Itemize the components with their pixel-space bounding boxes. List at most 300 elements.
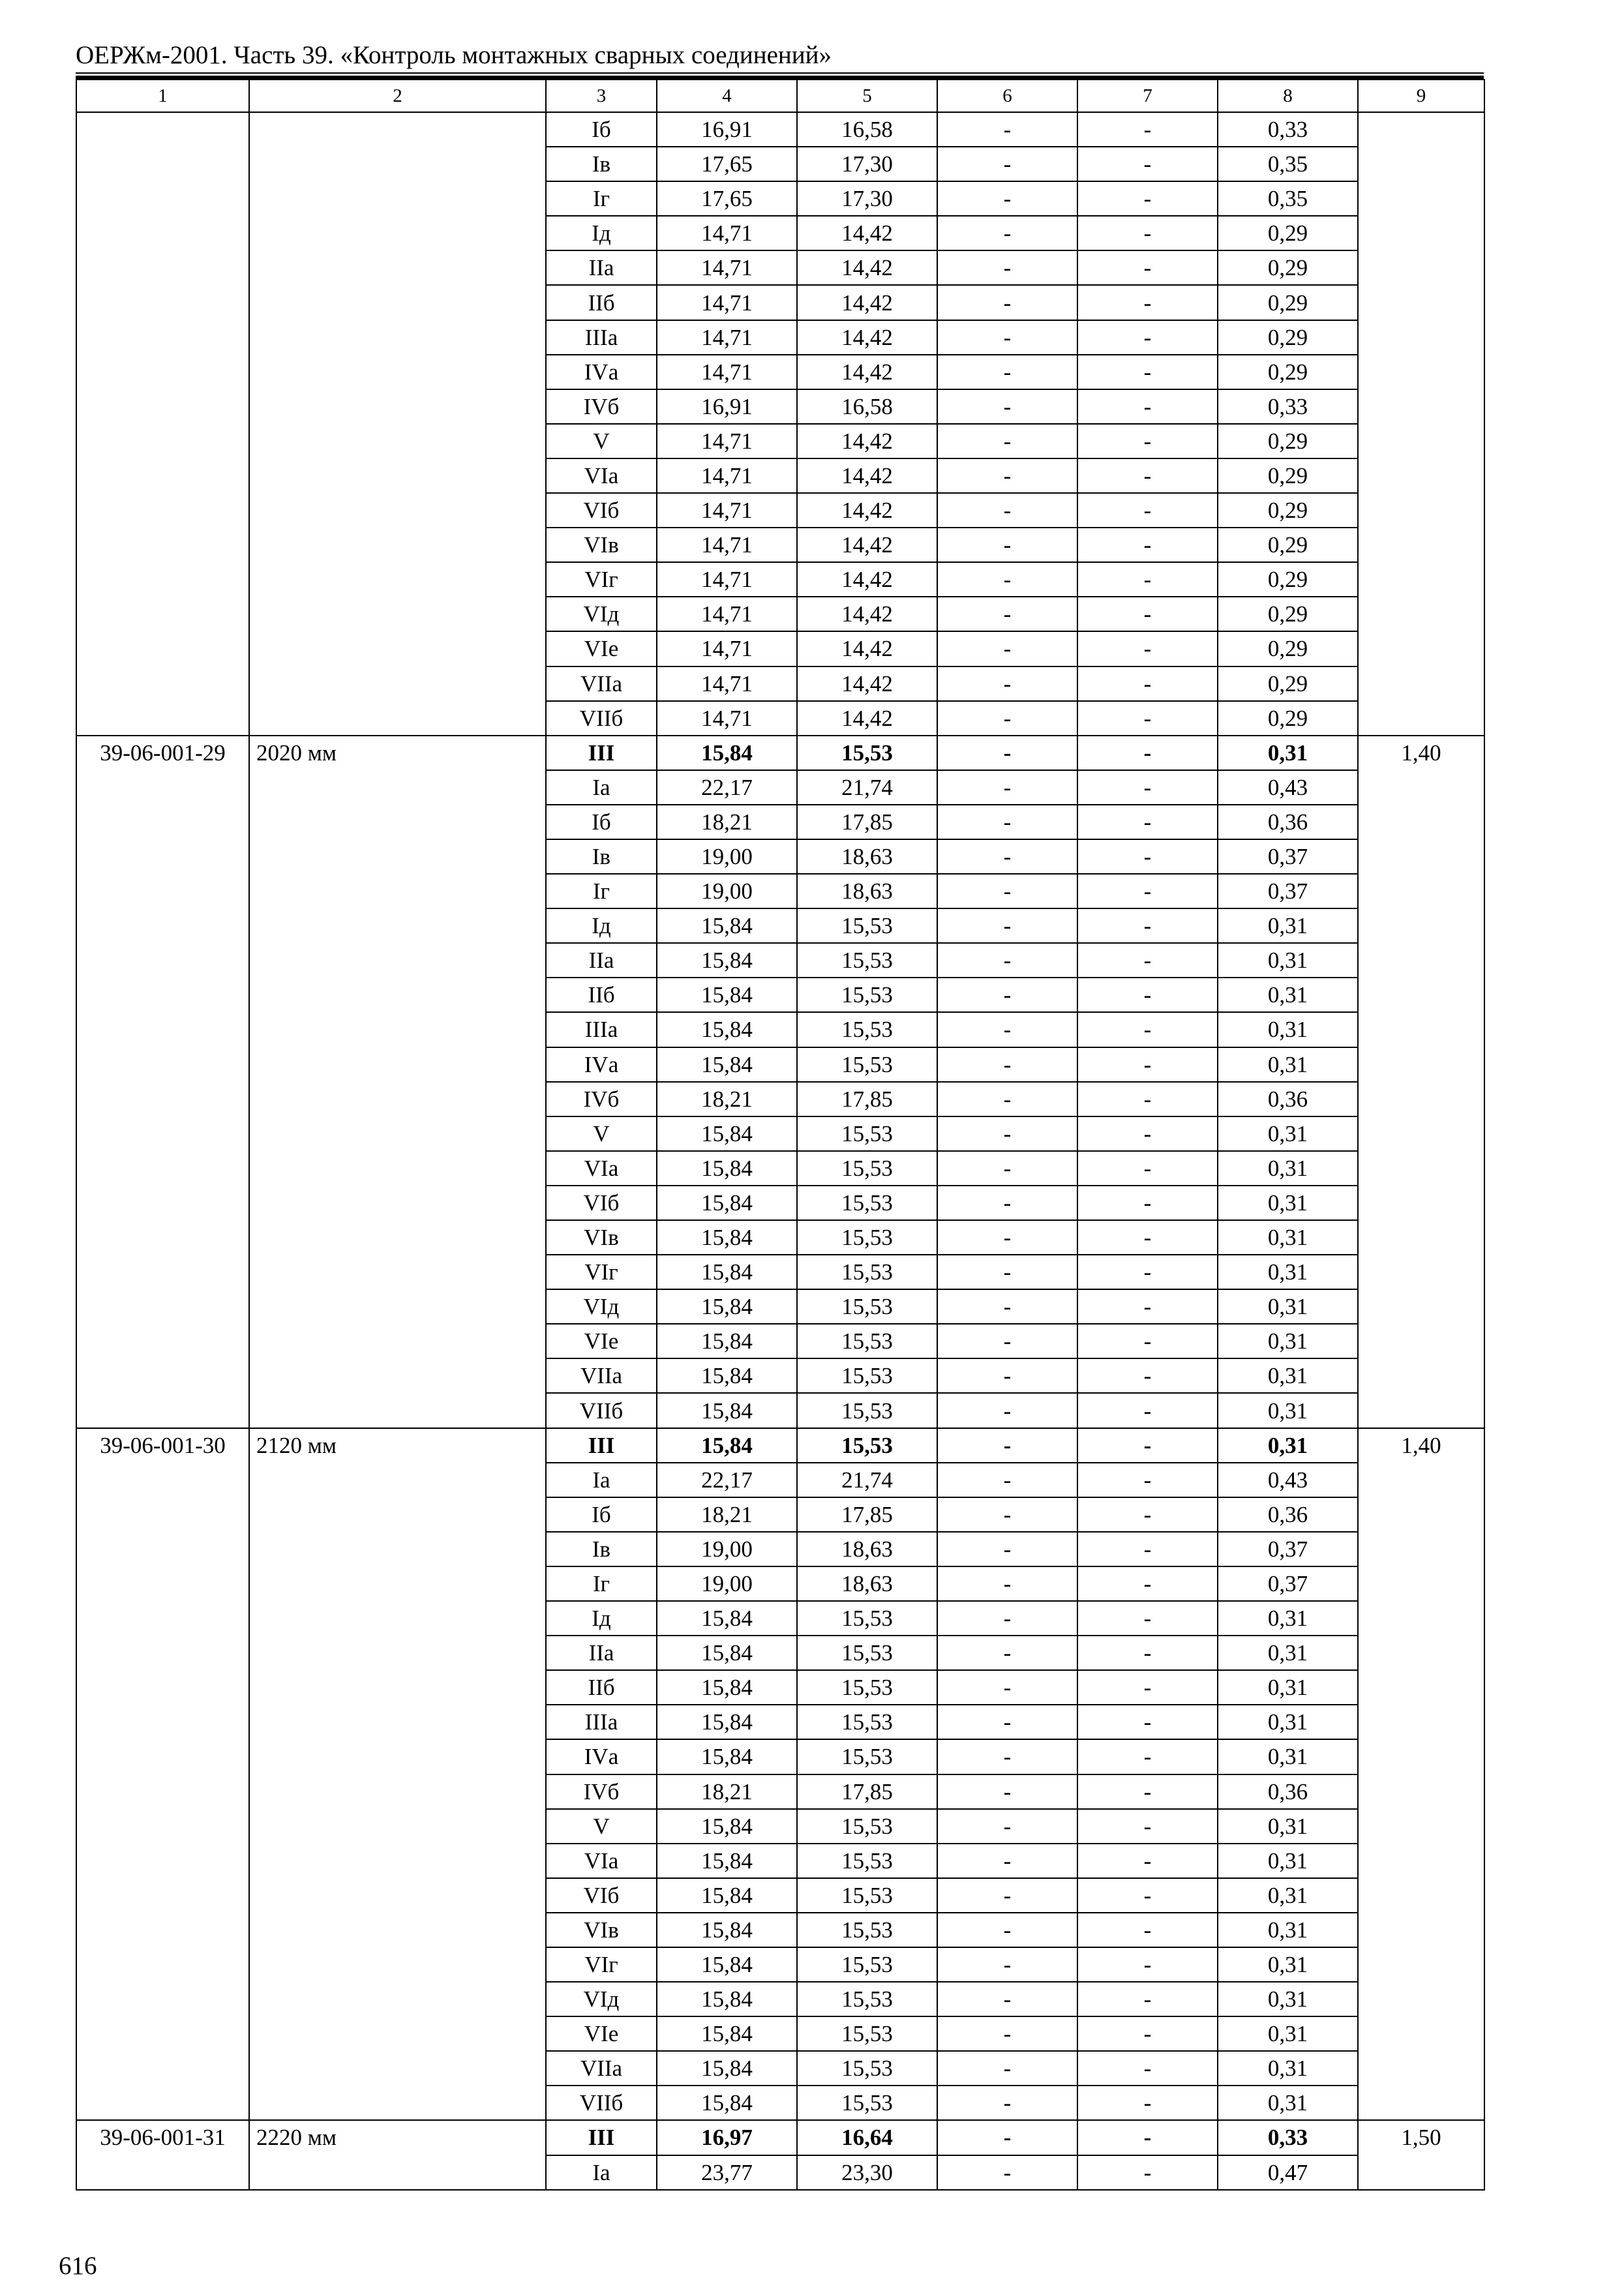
index-cell: VIв — [546, 1913, 657, 1947]
col6-cell: - — [937, 424, 1077, 458]
col4-cell: 15,84 — [657, 1844, 797, 1878]
index-cell: VIв — [546, 1220, 657, 1255]
col6-cell: - — [937, 528, 1077, 562]
index-cell: Iв — [546, 839, 657, 874]
col8-cell: 0,29 — [1218, 562, 1358, 597]
col7-cell: - — [1077, 285, 1218, 320]
col8-cell: 0,31 — [1218, 1739, 1358, 1774]
col8-cell: 0,29 — [1218, 424, 1358, 458]
col9-cell: 1,50 — [1358, 2120, 1484, 2189]
index-cell: VIIа — [546, 1358, 657, 1393]
col4-cell: 14,71 — [657, 320, 797, 355]
col5-cell: 17,85 — [797, 1497, 937, 1532]
col8-cell: 0,29 — [1218, 631, 1358, 666]
page-header: ОЕРЖм-2001. Часть 39. «Контроль монтажных сварных соединений» — [76, 41, 832, 69]
col7-cell: - — [1077, 250, 1218, 285]
col4-cell: 15,84 — [657, 2086, 797, 2120]
col6-cell: - — [937, 908, 1077, 943]
col5-cell: 15,53 — [797, 1982, 937, 2016]
index-cell: IIа — [546, 943, 657, 978]
col6-cell: - — [937, 2086, 1077, 2120]
col8-cell: 0,29 — [1218, 701, 1358, 736]
col5-cell: 14,42 — [797, 528, 937, 562]
col8-cell: 0,37 — [1218, 839, 1358, 874]
col8-cell: 0,43 — [1218, 1463, 1358, 1497]
col5-cell: 15,53 — [797, 1116, 937, 1151]
col5-cell: 15,53 — [797, 1047, 937, 1082]
col7-cell: - — [1077, 1393, 1218, 1428]
col7-cell: - — [1077, 1705, 1218, 1739]
col6-cell: - — [937, 1809, 1077, 1844]
col8-cell: 0,37 — [1218, 1566, 1358, 1601]
col5-cell: 14,42 — [797, 320, 937, 355]
col4-cell: 19,00 — [657, 874, 797, 908]
index-cell: III — [546, 736, 657, 770]
col7-cell: - — [1077, 458, 1218, 493]
col5-cell: 15,53 — [797, 908, 937, 943]
col8-cell: 0,33 — [1218, 2120, 1358, 2155]
col7-cell: - — [1077, 320, 1218, 355]
col6-cell: - — [937, 1739, 1077, 1774]
col8-cell: 0,31 — [1218, 1047, 1358, 1082]
col6-cell: - — [937, 2016, 1077, 2051]
col8-cell: 0,37 — [1218, 1532, 1358, 1566]
index-cell: IIа — [546, 250, 657, 285]
col5-cell: 15,53 — [797, 1947, 937, 1982]
col7-cell: - — [1077, 2086, 1218, 2120]
col6-cell: - — [937, 112, 1077, 147]
col8-cell: 0,31 — [1218, 1255, 1358, 1289]
col7-cell: - — [1077, 1358, 1218, 1393]
col5-cell: 17,30 — [797, 147, 937, 181]
col6-cell: - — [937, 147, 1077, 181]
col7-cell: - — [1077, 978, 1218, 1012]
col5-cell: 15,53 — [797, 1739, 937, 1774]
col4-cell: 19,00 — [657, 1566, 797, 1601]
index-cell: Iг — [546, 874, 657, 908]
col6-cell: - — [937, 2051, 1077, 2086]
col7-cell: - — [1077, 943, 1218, 978]
col7-cell: - — [1077, 1186, 1218, 1220]
rates-table — [76, 79, 1485, 2191]
col7-cell: - — [1077, 181, 1218, 216]
col4-cell: 15,84 — [657, 1739, 797, 1774]
col8-cell: 0,29 — [1218, 493, 1358, 528]
col6-cell: - — [937, 597, 1077, 631]
col6-cell: - — [937, 1428, 1077, 1463]
index-cell: VIг — [546, 1947, 657, 1982]
col8-cell: 0,43 — [1218, 770, 1358, 805]
col7-cell: - — [1077, 2051, 1218, 2086]
col7-cell: - — [1077, 597, 1218, 631]
col8-cell: 0,33 — [1218, 112, 1358, 147]
table-body — [76, 80, 1484, 2190]
col7-cell: - — [1077, 2155, 1218, 2190]
col4-cell: 23,77 — [657, 2155, 797, 2190]
col4-cell: 15,84 — [657, 1255, 797, 1289]
col8-cell: 0,29 — [1218, 528, 1358, 562]
col7-cell: - — [1077, 1844, 1218, 1878]
col7-cell: - — [1077, 805, 1218, 839]
name-cell: 2020 мм — [249, 736, 546, 1428]
col4-cell: 15,84 — [657, 1220, 797, 1255]
col8-cell: 0,31 — [1218, 1151, 1358, 1186]
col8-cell: 0,31 — [1218, 1289, 1358, 1324]
col5-cell: 15,53 — [797, 1705, 937, 1739]
col4-cell: 15,84 — [657, 1636, 797, 1670]
col7-cell: - — [1077, 1047, 1218, 1082]
col5-cell: 14,42 — [797, 458, 937, 493]
index-cell: VIе — [546, 2016, 657, 2051]
col5-cell: 15,53 — [797, 1393, 937, 1428]
col6-cell: - — [937, 1601, 1077, 1636]
col5-cell: 14,42 — [797, 666, 937, 701]
col4-cell: 17,65 — [657, 147, 797, 181]
col8-cell: 0,31 — [1218, 1428, 1358, 1463]
col7-cell: - — [1077, 1324, 1218, 1358]
col9-cell: 1,40 — [1358, 736, 1484, 1428]
col7-cell: - — [1077, 908, 1218, 943]
col6-cell: - — [937, 1012, 1077, 1047]
col6-cell: - — [937, 1393, 1077, 1428]
col7-cell: - — [1077, 874, 1218, 908]
index-cell: VIд — [546, 1982, 657, 2016]
col6-cell: - — [937, 1878, 1077, 1913]
col6-cell: - — [937, 389, 1077, 424]
col8-cell: 0,31 — [1218, 943, 1358, 978]
col6-cell: - — [937, 1186, 1077, 1220]
col4-cell: 15,84 — [657, 1913, 797, 1947]
col7-cell: - — [1077, 770, 1218, 805]
col6-cell: - — [937, 874, 1077, 908]
col5-cell: 17,85 — [797, 1774, 937, 1809]
index-cell: IIIа — [546, 320, 657, 355]
col7-cell: - — [1077, 1878, 1218, 1913]
col8-cell: 0,35 — [1218, 147, 1358, 181]
col4-cell: 14,71 — [657, 666, 797, 701]
header-rule-thin — [76, 72, 1484, 74]
index-cell: VIд — [546, 597, 657, 631]
col8-cell: 0,31 — [1218, 1670, 1358, 1705]
col5-cell: 15,53 — [797, 1636, 937, 1670]
index-cell: IIб — [546, 285, 657, 320]
col5-cell: 15,53 — [797, 1220, 937, 1255]
index-cell: VIб — [546, 1878, 657, 1913]
col5-cell: 14,42 — [797, 631, 937, 666]
col5-cell: 21,74 — [797, 770, 937, 805]
col8-cell: 0,29 — [1218, 285, 1358, 320]
col6-cell: - — [937, 1566, 1077, 1601]
col8-cell: 0,31 — [1218, 1636, 1358, 1670]
col4-cell: 22,17 — [657, 770, 797, 805]
col7-cell: - — [1077, 147, 1218, 181]
col4-cell: 14,71 — [657, 528, 797, 562]
col6-cell: - — [937, 1463, 1077, 1497]
col4-cell: 16,97 — [657, 2120, 797, 2155]
col5-cell: 23,30 — [797, 2155, 937, 2190]
col5-cell: 15,53 — [797, 2051, 937, 2086]
index-cell: III — [546, 1428, 657, 1463]
index-cell: VIа — [546, 458, 657, 493]
col6-cell: - — [937, 805, 1077, 839]
column-number: 8 — [1218, 80, 1358, 112]
code-cell: 39-06-001-30 — [76, 1428, 249, 2121]
column-number: 4 — [657, 80, 797, 112]
col6-cell: - — [937, 1913, 1077, 1947]
col5-cell: 14,42 — [797, 285, 937, 320]
col6-cell: - — [937, 1255, 1077, 1289]
col8-cell: 0,29 — [1218, 597, 1358, 631]
col8-cell: 0,31 — [1218, 1186, 1358, 1220]
col5-cell: 15,53 — [797, 1670, 937, 1705]
index-cell: VIIб — [546, 2086, 657, 2120]
table-row — [76, 112, 1484, 147]
col5-cell: 15,53 — [797, 2086, 937, 2120]
col4-cell: 15,84 — [657, 1982, 797, 2016]
col4-cell: 18,21 — [657, 1082, 797, 1116]
col7-cell: - — [1077, 1289, 1218, 1324]
table-row — [76, 2120, 1484, 2155]
index-cell: VIIа — [546, 666, 657, 701]
col8-cell: 0,31 — [1218, 1809, 1358, 1844]
col6-cell: - — [937, 1705, 1077, 1739]
col6-cell: - — [937, 1151, 1077, 1186]
col4-cell: 15,84 — [657, 943, 797, 978]
col4-cell: 15,84 — [657, 736, 797, 770]
col5-cell: 15,53 — [797, 1186, 937, 1220]
col5-cell: 16,58 — [797, 112, 937, 147]
col8-cell: 0,31 — [1218, 1601, 1358, 1636]
index-cell: VIб — [546, 1186, 657, 1220]
col5-cell: 14,42 — [797, 355, 937, 389]
col4-cell: 16,91 — [657, 389, 797, 424]
col4-cell: 15,84 — [657, 1324, 797, 1358]
index-cell: Iг — [546, 1566, 657, 1601]
col7-cell: - — [1077, 631, 1218, 666]
col7-cell: - — [1077, 1463, 1218, 1497]
col7-cell: - — [1077, 1220, 1218, 1255]
col6-cell: - — [937, 320, 1077, 355]
col6-cell: - — [937, 839, 1077, 874]
index-cell: Iб — [546, 805, 657, 839]
col6-cell: - — [937, 1082, 1077, 1116]
col5-cell: 15,53 — [797, 1844, 937, 1878]
col6-cell: - — [937, 943, 1077, 978]
col5-cell: 18,63 — [797, 1532, 937, 1566]
index-cell: Iд — [546, 1601, 657, 1636]
col4-cell: 14,71 — [657, 458, 797, 493]
col5-cell: 14,42 — [797, 424, 937, 458]
col8-cell: 0,35 — [1218, 181, 1358, 216]
col4-cell: 15,84 — [657, 2016, 797, 2051]
col4-cell: 22,17 — [657, 1463, 797, 1497]
col4-cell: 19,00 — [657, 839, 797, 874]
index-cell: III — [546, 2120, 657, 2155]
code-cell: 39-06-001-29 — [76, 736, 249, 1428]
col6-cell: - — [937, 1532, 1077, 1566]
col6-cell: - — [937, 216, 1077, 250]
index-cell: Iб — [546, 112, 657, 147]
col7-cell: - — [1077, 666, 1218, 701]
col4-cell: 15,84 — [657, 1428, 797, 1463]
index-cell: V — [546, 1116, 657, 1151]
col6-cell: - — [937, 285, 1077, 320]
col7-cell: - — [1077, 1532, 1218, 1566]
index-cell: V — [546, 424, 657, 458]
col5-cell: 17,85 — [797, 805, 937, 839]
index-cell: IIIа — [546, 1705, 657, 1739]
column-number: 5 — [797, 80, 937, 112]
col5-cell: 21,74 — [797, 1463, 937, 1497]
col4-cell: 15,84 — [657, 1705, 797, 1739]
col8-cell: 0,31 — [1218, 1705, 1358, 1739]
col8-cell: 0,29 — [1218, 666, 1358, 701]
col5-cell: 15,53 — [797, 2016, 937, 2051]
col5-cell: 15,53 — [797, 1913, 937, 1947]
column-number: 3 — [546, 80, 657, 112]
index-cell: VIIа — [546, 2051, 657, 2086]
col6-cell: - — [937, 1324, 1077, 1358]
col8-cell: 0,36 — [1218, 1082, 1358, 1116]
col4-cell: 18,21 — [657, 1497, 797, 1532]
col6-cell: - — [937, 1289, 1077, 1324]
col6-cell: - — [937, 1982, 1077, 2016]
col4-cell: 15,84 — [657, 1289, 797, 1324]
index-cell: Iа — [546, 2155, 657, 2190]
col7-cell: - — [1077, 1982, 1218, 2016]
col4-cell: 14,71 — [657, 355, 797, 389]
column-number: 6 — [937, 80, 1077, 112]
index-cell: VIб — [546, 493, 657, 528]
col7-cell: - — [1077, 493, 1218, 528]
index-cell: IVа — [546, 1739, 657, 1774]
name-cell: 2220 мм — [249, 2120, 546, 2189]
col7-cell: - — [1077, 1151, 1218, 1186]
col5-cell: 14,42 — [797, 250, 937, 285]
column-number-row — [76, 80, 1484, 112]
col4-cell: 14,71 — [657, 250, 797, 285]
col5-cell: 15,53 — [797, 1428, 937, 1463]
col7-cell: - — [1077, 1497, 1218, 1532]
col4-cell: 17,65 — [657, 181, 797, 216]
col5-cell: 18,63 — [797, 874, 937, 908]
col4-cell: 14,71 — [657, 493, 797, 528]
col4-cell: 14,71 — [657, 701, 797, 736]
index-cell: VIе — [546, 631, 657, 666]
col4-cell: 15,84 — [657, 1186, 797, 1220]
col4-cell: 14,71 — [657, 285, 797, 320]
col4-cell: 15,84 — [657, 1047, 797, 1082]
col7-cell: - — [1077, 2016, 1218, 2051]
code-cell — [76, 112, 249, 736]
col4-cell: 15,84 — [657, 1809, 797, 1844]
col5-cell: 16,64 — [797, 2120, 937, 2155]
col5-cell: 17,30 — [797, 181, 937, 216]
index-cell: VIа — [546, 1151, 657, 1186]
col4-cell: 15,84 — [657, 1393, 797, 1428]
col5-cell: 15,53 — [797, 1324, 937, 1358]
col7-cell: - — [1077, 701, 1218, 736]
page-number: 616 — [59, 2252, 97, 2280]
col4-cell: 14,71 — [657, 597, 797, 631]
col4-cell: 15,84 — [657, 1012, 797, 1047]
col8-cell: 0,31 — [1218, 1393, 1358, 1428]
col8-cell: 0,37 — [1218, 874, 1358, 908]
index-cell: VIIб — [546, 1393, 657, 1428]
col8-cell: 0,47 — [1218, 2155, 1358, 2190]
index-cell: V — [546, 1809, 657, 1844]
col4-cell: 15,84 — [657, 908, 797, 943]
col8-cell: 0,31 — [1218, 2016, 1358, 2051]
col4-cell: 15,84 — [657, 1601, 797, 1636]
col7-cell: - — [1077, 1012, 1218, 1047]
index-cell: IIIа — [546, 1012, 657, 1047]
col6-cell: - — [937, 736, 1077, 770]
col7-cell: - — [1077, 1774, 1218, 1809]
index-cell: VIе — [546, 1324, 657, 1358]
col7-cell: - — [1077, 389, 1218, 424]
index-cell: Iд — [546, 216, 657, 250]
col7-cell: - — [1077, 1566, 1218, 1601]
col6-cell: - — [937, 458, 1077, 493]
col7-cell: - — [1077, 562, 1218, 597]
col6-cell: - — [937, 701, 1077, 736]
col5-cell: 15,53 — [797, 1878, 937, 1913]
col7-cell: - — [1077, 839, 1218, 874]
col6-cell: - — [937, 2155, 1077, 2190]
col8-cell: 0,29 — [1218, 216, 1358, 250]
col8-cell: 0,31 — [1218, 1220, 1358, 1255]
index-cell: IVб — [546, 1082, 657, 1116]
col8-cell: 0,31 — [1218, 736, 1358, 770]
col5-cell: 14,42 — [797, 597, 937, 631]
col6-cell: - — [937, 978, 1077, 1012]
col4-cell: 15,84 — [657, 1116, 797, 1151]
col8-cell: 0,31 — [1218, 978, 1358, 1012]
col8-cell: 0,31 — [1218, 1947, 1358, 1982]
col8-cell: 0,29 — [1218, 458, 1358, 493]
col6-cell: - — [937, 181, 1077, 216]
col6-cell: - — [937, 562, 1077, 597]
col4-cell: 15,84 — [657, 1878, 797, 1913]
col9-cell: 1,40 — [1358, 1428, 1484, 2121]
col6-cell: - — [937, 1844, 1077, 1878]
index-cell: IIа — [546, 1636, 657, 1670]
col6-cell: - — [937, 1947, 1077, 1982]
col5-cell: 18,63 — [797, 1566, 937, 1601]
column-number: 7 — [1077, 80, 1218, 112]
col6-cell: - — [937, 493, 1077, 528]
index-cell: VIг — [546, 1255, 657, 1289]
col6-cell: - — [937, 1670, 1077, 1705]
col6-cell: - — [937, 1774, 1077, 1809]
col4-cell: 14,71 — [657, 562, 797, 597]
col5-cell: 15,53 — [797, 1809, 937, 1844]
index-cell: VIа — [546, 1844, 657, 1878]
table-row — [76, 1428, 1484, 1463]
index-cell: VIIб — [546, 701, 657, 736]
col7-cell: - — [1077, 1636, 1218, 1670]
col4-cell: 18,21 — [657, 1774, 797, 1809]
index-cell: IVа — [546, 1047, 657, 1082]
col8-cell: 0,31 — [1218, 2051, 1358, 2086]
col8-cell: 0,36 — [1218, 1497, 1358, 1532]
col5-cell: 15,53 — [797, 1289, 937, 1324]
col5-cell: 14,42 — [797, 701, 937, 736]
col7-cell: - — [1077, 1255, 1218, 1289]
col6-cell: - — [937, 631, 1077, 666]
col7-cell: - — [1077, 1601, 1218, 1636]
